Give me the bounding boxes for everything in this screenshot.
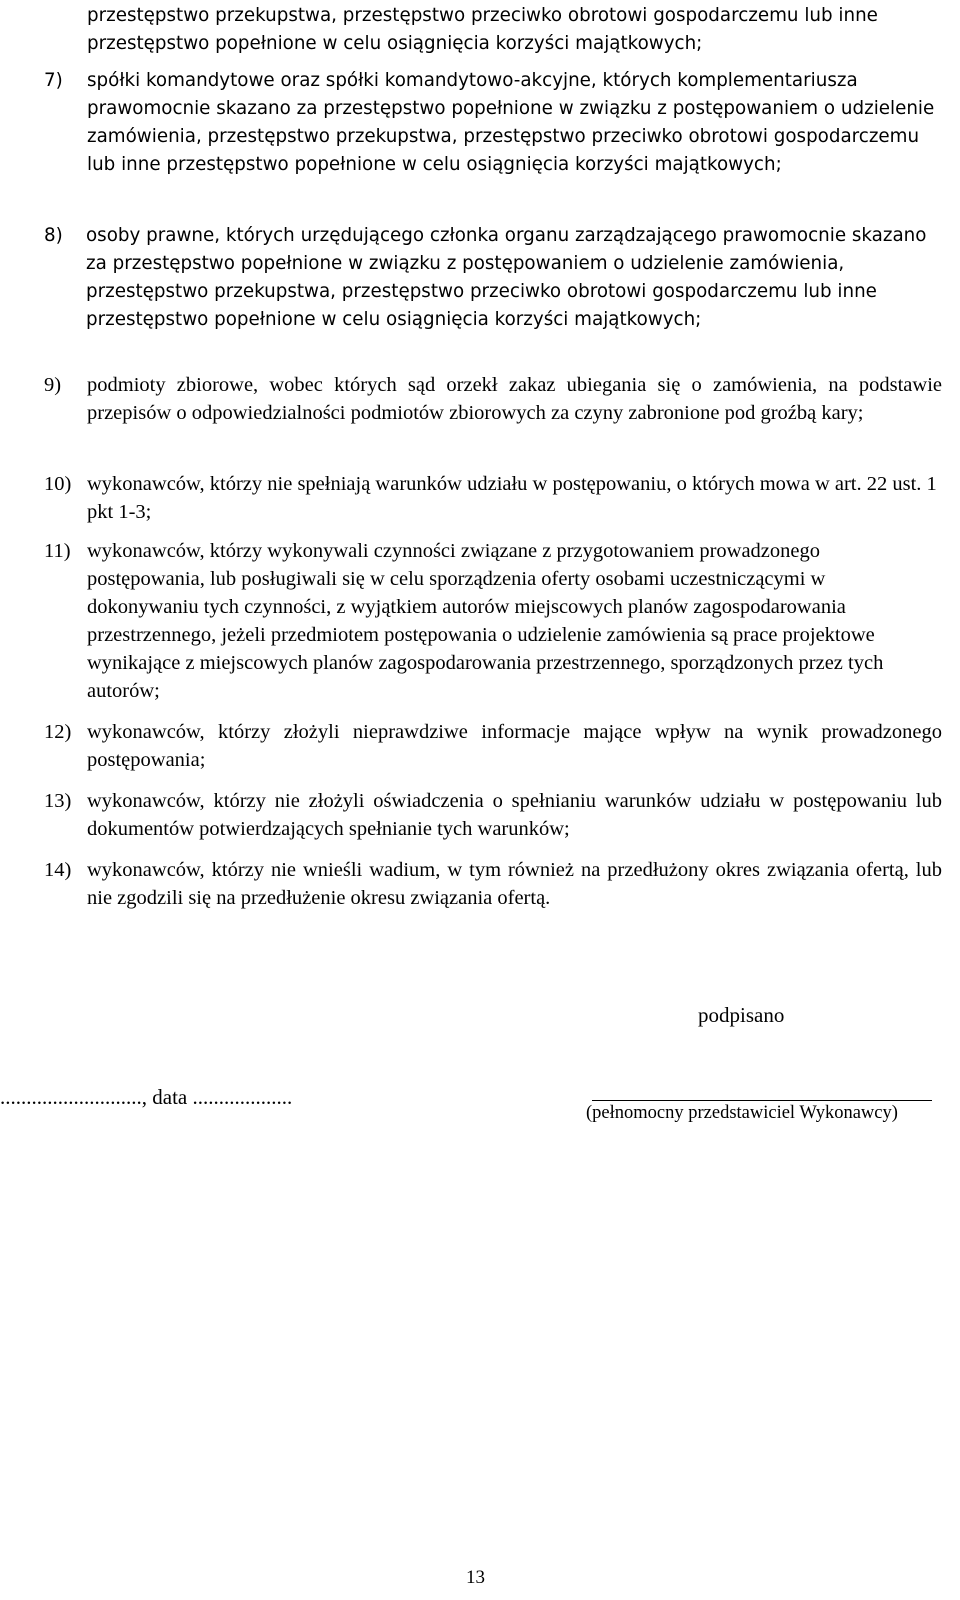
list-item-14 [44, 856, 942, 912]
signature-line [592, 1100, 932, 1101]
list-item-10 [44, 470, 942, 526]
item-number: 12) [44, 721, 72, 743]
item-text: podmioty zbiorowe, wobec których sąd orzekł zakaz ubiegania się o zamówienia, na podstawie przepisów o odpowiedzialności podmiotów zbiorowych za czyny zabronione pod groźbą kary; [87, 374, 942, 424]
item-number: 7) [44, 70, 63, 91]
item-number: 13) [44, 790, 72, 812]
list-item-11 [44, 537, 942, 705]
signed-label: podpisano [698, 1003, 785, 1027]
item-number: 11) [44, 540, 71, 562]
signature-block [586, 1100, 928, 1124]
list-item-13 [44, 787, 942, 843]
continuation-text: przestępstwo przekupstwa, przestępstwo przeciwko obrotowi gospodarczemu lub inne przestępstwo popełnione w celu osiągnięcia korzyści majątkowych; [87, 5, 878, 54]
item-text: wykonawców, którzy wykonywali czynności związane z przygotowaniem prowadzonego postępowania, lub posługiwali się w celu sporządzenia oferty osobami uczestniczącymi w dokonywaniu tych czynności, z wyjątkiem autorów miejscowych planów zagospodarowania przestrzennego, jeżeli przedmiotem postępowania o udzielenie zamówienia są prace projektowe wynikające z miejscowych planów zagospodarowania przestrzennego, sporządzonych przez tych autorów; [87, 540, 884, 702]
item-number: 14) [44, 859, 72, 881]
continuation-paragraph [44, 2, 942, 58]
page-number: 13 [466, 1567, 485, 1588]
item-text: osoby prawne, których urzędującego członka organu zarządzającego prawomocnie skazano za przestępstwo popełnione w związku z postępowaniem o udzielenie zamówienia, przestępstwo przekupstwa, przestępstwo przeciwko obrotowi gospodarczemu lub inne przestępstwo popełnione w celu osiągnięcia korzyści majątkowych; [86, 225, 927, 330]
list-item-12 [44, 718, 942, 774]
item-number: 9) [44, 374, 62, 396]
item-text: spółki komandytowe oraz spółki komandytowo-akcyjne, których komplementariusza prawomocnie skazano za przestępstwo popełnione w związku z postępowaniem o udzielenie zamówienia, przestępstwo przekupstwa, przestępstwo przeciwko obrotowi gospodarczemu lub inne przestępstwo popełnione w celu osiągnięcia korzyści majątkowych; [87, 70, 935, 175]
list-item-9 [44, 371, 942, 427]
item-number: 10) [44, 473, 72, 495]
list-item-8 [44, 222, 942, 334]
item-text: wykonawców, którzy nie wnieśli wadium, w tym również na przedłużony okres związania ofertą, lub nie zgodzili się na przedłużenie okresu związania ofertą. [87, 859, 942, 909]
item-text: wykonawców, którzy nie złożyli oświadczenia o spełnianiu warunków udziału w postępowaniu lub dokumentów potwierdzających spełnianie tych warunków; [87, 790, 942, 840]
item-number: 8) [44, 225, 63, 246]
signature-caption: (pełnomocny przedstawiciel Wykonawcy) [586, 1103, 898, 1123]
place-date-line: ..........................., data ................... [0, 1085, 293, 1109]
item-text: wykonawców, którzy nie spełniają warunków udziału w postępowaniu, o których mowa w art. 22 ust. 1 pkt 1-3; [87, 473, 937, 523]
item-text: wykonawców, którzy złożyli nieprawdziwe informacje mające wpływ na wynik prowadzonego postępowania; [87, 721, 942, 771]
list-item-7 [44, 67, 942, 179]
